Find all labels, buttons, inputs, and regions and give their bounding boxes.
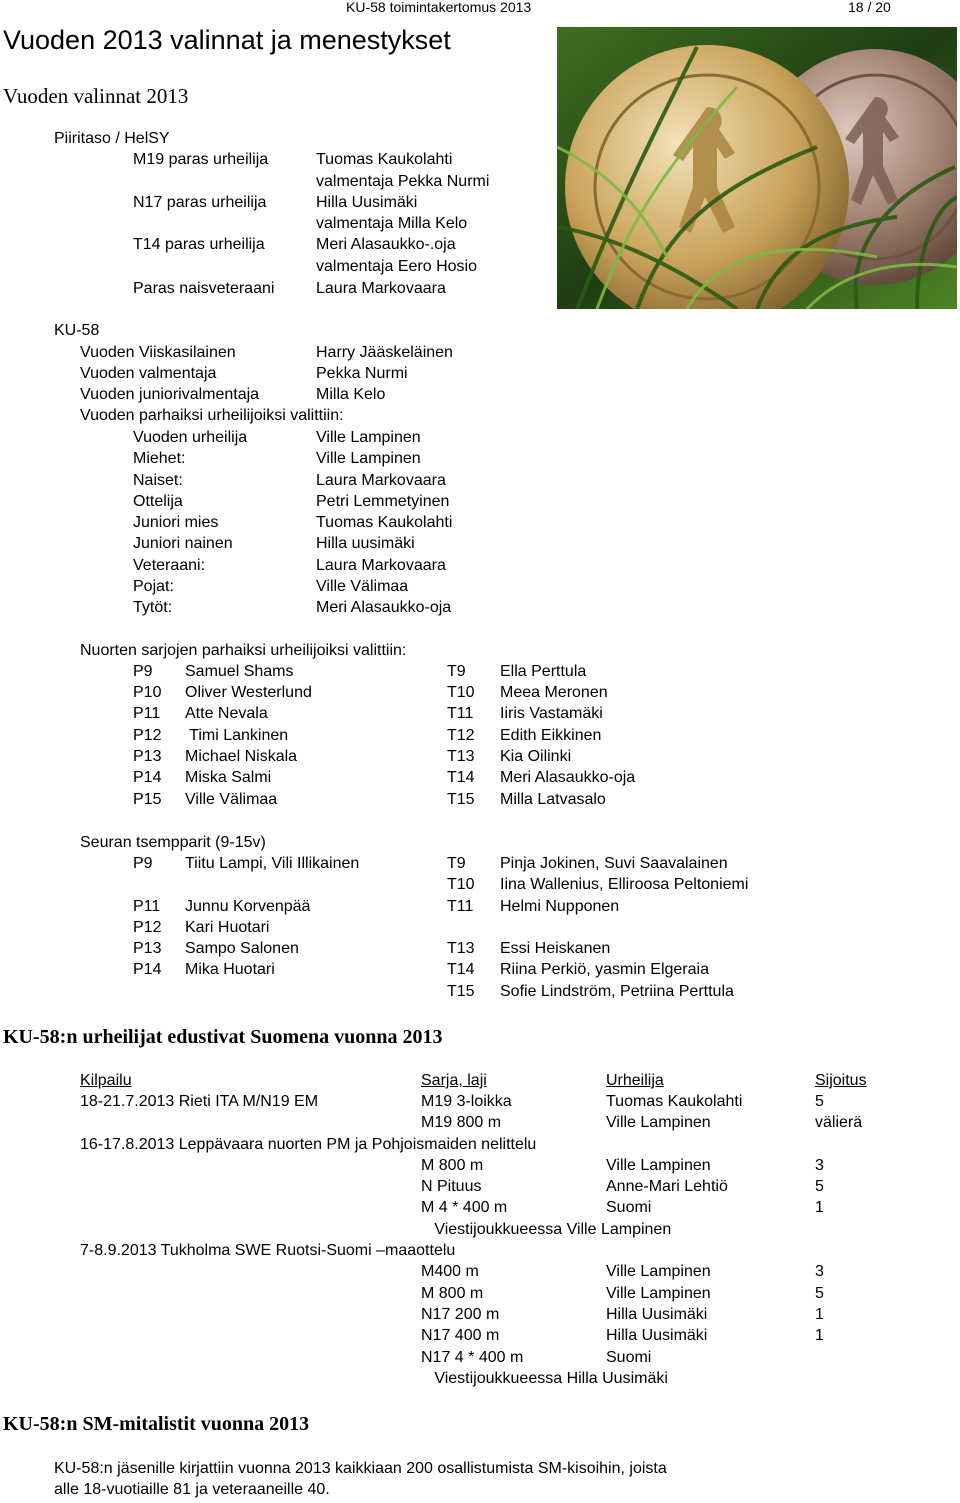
intl-athlete: Anne-Mari Lehtiö [606,1178,728,1195]
tsemp-name: Sofie Lindström, Petriina Perttula [500,983,734,1000]
intl-position: 1 [815,1327,824,1344]
best-label: Vuoden urheilija [133,429,248,446]
best-value: Hilla uusimäki [316,535,415,552]
youth-class: T10 [447,684,475,701]
ku58-value: Milla Kelo [316,386,386,403]
youth-class: T9 [447,663,466,680]
intl-class: M19 800 m [421,1114,502,1131]
best-value: Ville Lampinen [316,450,421,467]
best-heading: Vuoden parhaiksi urheilijoiksi valittiin: [80,407,344,424]
piiri-value: Laura Markovaara [316,280,446,297]
section-heading-sm-mitalistit: KU-58:n SM-mitalistit vuonna 2013 [3,1413,310,1435]
tsemp-class: P14 [133,961,162,978]
tsemp-class: P12 [133,919,162,936]
intl-athlete: Ville Lampinen [606,1263,711,1280]
tsemp-class: T14 [447,961,475,978]
intl-position: 5 [815,1093,824,1110]
youth-class: T15 [447,791,475,808]
youth-heading: Nuorten sarjojen parhaiksi urheilijoiksi valittiin: [80,642,407,659]
intl-position: 1 [815,1199,824,1216]
col-header-urheilija: Urheilija [606,1072,664,1089]
col-header-sijoitus: Sijoitus [815,1072,867,1089]
piiri-value: valmentaja Pekka Nurmi [316,173,490,190]
tsemp-class: P11 [133,898,161,915]
intl-athlete: Ville Lampinen [606,1285,711,1302]
best-label: Tytöt: [133,599,173,616]
footer-line-2: alle 18-vuotiaille 81 ja veteraaneille 40. [54,1481,330,1498]
youth-class: P14 [133,769,162,786]
intl-event: 7-8.9.2013 Tukholma SWE Ruotsi-Suomi –maaottelu [80,1242,456,1259]
ku58-label: Vuoden juniorivalmentaja [80,386,260,403]
best-label: Ottelija [133,493,183,510]
best-value: Laura Markovaara [316,472,446,489]
tsemp-name: Pinja Jokinen, Suvi Saavalainen [500,855,728,872]
intl-event: 16-17.8.2013 Leppävaara nuorten PM ja Pohjoismaiden nelittelu [80,1136,537,1153]
col-header-sarja: Sarja, laji [421,1072,487,1089]
intl-athlete: Hilla Uusimäki [606,1327,708,1344]
piiri-value: valmentaja Eero Hosio [316,258,477,275]
piiri-label: M19 paras urheilija [133,151,269,168]
youth-name: Michael Niskala [185,748,298,765]
youth-class: T14 [447,769,475,786]
tsemp-name: Riina Perkiö, yasmin Elgeraia [500,961,709,978]
youth-class: T13 [447,748,475,765]
col-header-kilpailu: Kilpailu [80,1072,132,1089]
piiri-value: Meri Alasaukko-.oja [316,236,456,253]
intl-class: N Pituus [421,1178,482,1195]
intl-class: M 800 m [421,1285,484,1302]
best-value: Tuomas Kaukolahti [316,514,453,531]
youth-class: P10 [133,684,162,701]
youth-name: Milla Latvasalo [500,791,606,808]
piiri-label: Paras naisveteraani [133,280,275,297]
ku58-value: Harry Jääskeläinen [316,344,453,361]
tsemp-class: T9 [447,855,466,872]
tsemp-class: T10 [447,876,475,893]
tsemp-name: Mika Huotari [185,961,275,978]
tsemp-class: P9 [133,855,153,872]
youth-name: Kia Oilinki [500,748,572,765]
ku58-value: Pekka Nurmi [316,365,408,382]
page-title: Vuoden 2013 valinnat ja menestykset [3,25,451,55]
best-label: Juniori nainen [133,535,233,552]
intl-class: N17 400 m [421,1327,500,1344]
intl-position: 5 [815,1178,824,1195]
youth-class: P12 [133,727,162,744]
document-header: KU-58 toimintakertomus 2013 [346,0,532,15]
best-label: Miehet: [133,450,186,467]
youth-name: Ella Perttula [500,663,587,680]
youth-class: P11 [133,705,161,722]
piiri-label: N17 paras urheilija [133,194,267,211]
intl-event: 18-21.7.2013 Rieti ITA M/N19 EM [80,1093,319,1110]
youth-class: T12 [447,727,475,744]
youth-name: Timi Lankinen [185,727,289,744]
piiri-value: Hilla Uusimäki [316,194,418,211]
intl-relay-note: Viestijoukkueessa Ville Lampinen [421,1221,672,1238]
tsemp-heading: Seuran tsempparit (9-15v) [80,834,266,851]
tsemp-name: Helmi Nupponen [500,898,620,915]
intl-class: M19 3-loikka [421,1093,512,1110]
intl-position: 5 [815,1285,824,1302]
intl-class: N17 200 m [421,1306,500,1323]
tsemp-name: Kari Huotari [185,919,270,936]
best-label: Naiset: [133,472,183,489]
best-value: Laura Markovaara [316,557,446,574]
intl-athlete: Hilla Uusimäki [606,1306,708,1323]
intl-class: M 4 * 400 m [421,1199,508,1216]
youth-name: Samuel Shams [185,663,294,680]
intl-class: N17 4 * 400 m [421,1349,524,1366]
best-value: Ville Lampinen [316,429,421,446]
tsemp-class: T15 [447,983,475,1000]
youth-name: Meri Alasaukko-oja [500,769,636,786]
youth-class: T11 [447,705,474,722]
intl-position: 3 [815,1263,824,1280]
intl-relay-note: Viestijoukkueessa Hilla Uusimäki [421,1370,668,1387]
ku58-label: Vuoden valmentaja [80,365,217,382]
intl-athlete: Suomi [606,1349,652,1366]
best-value: Ville Välimaa [316,578,409,595]
tsemp-class: P13 [133,940,162,957]
intl-class: M 800 m [421,1157,484,1174]
tsemp-name: Tiitu Lampi, Vili Illikainen [185,855,360,872]
youth-name: Meea Meronen [500,684,608,701]
section-heading-edustivat: KU-58:n urheilijat edustivat Suomena vuonna 2013 [3,1026,443,1048]
youth-name: Atte Nevala [185,705,268,722]
piiri-value: Tuomas Kaukolahti [316,151,453,168]
intl-athlete: Tuomas Kaukolahti [606,1093,743,1110]
youth-class: P13 [133,748,162,765]
youth-class: P9 [133,663,153,680]
page-number: 18 / 20 [848,0,891,15]
youth-name: Iiris Vastamäki [500,705,603,722]
footer-line-1: KU-58:n jäsenille kirjattiin vuonna 2013 kaikkiaan 200 osallistumista SM-kisoihin, joista [54,1460,667,1477]
youth-class: P15 [133,791,162,808]
ku58-heading: KU-58 [54,322,100,339]
intl-position: 1 [815,1306,824,1323]
ku58-label: Vuoden Viiskasilainen [80,344,236,361]
piiri-value: valmentaja Milla Kelo [316,215,468,232]
youth-name: Miska Salmi [185,769,272,786]
youth-name: Ville Välimaa [185,791,278,808]
best-value: Petri Lemmetyinen [316,493,450,510]
best-label: Juniori mies [133,514,219,531]
intl-athlete: Ville Lampinen [606,1157,711,1174]
best-value: Meri Alasaukko-oja [316,599,452,616]
intl-position: 3 [815,1157,824,1174]
youth-name: Oliver Westerlund [185,684,312,701]
best-label: Veteraani: [133,557,206,574]
intl-class: M400 m [421,1263,479,1280]
intl-position: välierä [815,1114,863,1131]
intl-athlete: Suomi [606,1199,652,1216]
intl-athlete: Ville Lampinen [606,1114,711,1131]
section-heading-valinnat: Vuoden valinnat 2013 [3,84,189,108]
medals-photo [557,27,957,309]
tsemp-name: Junnu Korvenpää [185,898,311,915]
tsemp-name: Essi Heiskanen [500,940,611,957]
tsemp-class: T13 [447,940,475,957]
piiri-label: T14 paras urheilija [133,236,265,253]
youth-name: Edith Eikkinen [500,727,602,744]
tsemp-name: Sampo Salonen [185,940,299,957]
tsemp-name: Iina Wallenius, Elliroosa Peltoniemi [500,876,749,893]
best-label: Pojat: [133,578,174,595]
tsemp-class: T11 [447,898,474,915]
piiri-heading: Piiritaso / HelSY [54,130,170,147]
